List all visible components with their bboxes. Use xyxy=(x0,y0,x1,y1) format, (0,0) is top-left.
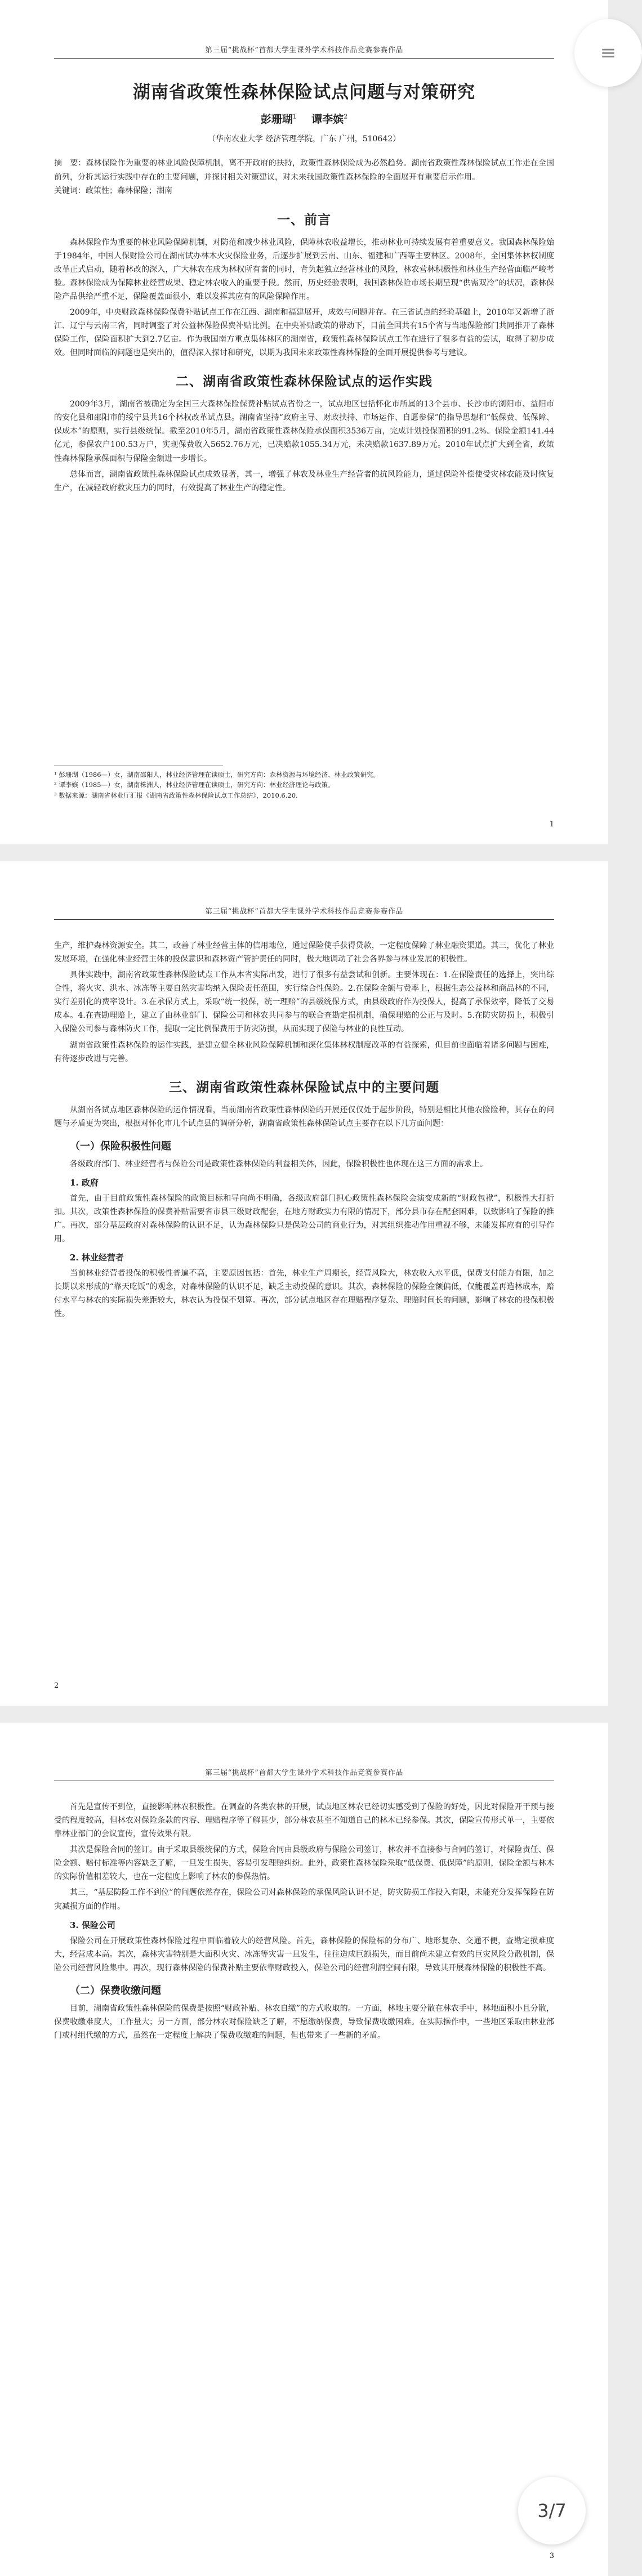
menu-icon[interactable]: ≡ xyxy=(574,19,642,87)
footnote-3: ³ 数据来源：湖南省林业厅汇报《湖南省政策性森林保险试点工作总结》，2010.6.20. xyxy=(54,791,298,799)
document-page-3 xyxy=(0,1723,608,2576)
paragraph: 2009年，中央财政森林保险保费补贴试点工作在江西、湖南和福建展开，成效与问题并存。在三省试点的经验基础上，2010年又新增了浙江、辽宁与云南三省，同时调整了对公益林保险保费补贴比例。在中央补贴政策的带动下，目前全国共有15个省与当地保险部门共同推开了森林保险工作，保险面积扩大到2.7亿亩。作为我国南方重点集体林区的湖南省，政策性森林保险试点工作在进行了很多有益的尝试，取得了初步成效。但同时面临的问题也是突出的，值得深入探讨和研究，以期为我国未来政策性森林保险的全面开展提供参考与建议。 xyxy=(54,307,554,358)
keywords: 关键词：政策性；森林保险；湖南 xyxy=(54,186,172,195)
sub-subsection-heading: 3. 保险公司 xyxy=(70,1920,115,1930)
running-header: 第三届“挑战杯”首都大学生课外学术科技作品竞赛参赛作品 xyxy=(54,861,554,920)
paragraph: 目前，湖南省政策性森林保险的保费是按照“财政补贴、林农自缴”的方式收取的。一方面，林地主要分散在林农手中，林地面积小且分散，保费收缴难度大，工作量大；另一方面，部分林农对保险缺乏了解，不愿缴纳保费，导致保费收缴困难。在实际操作中，一些地区采取由林业部门或村组代缴的方式，虽然在一定程度上解决了保费收缴难的问题，但也带来了一些新的矛盾。 xyxy=(54,2003,554,2041)
paragraph: 湖南省政策性森林保险的运作实践，是建立健全林业风险保障机制和深化集体林权制度改革的有益探索，但目前也面临着诸多问题与困难，有待逐步改进与完善。 xyxy=(54,1040,554,1063)
author-1-sup: 1 xyxy=(292,113,297,120)
paragraph: 当前林业经营者投保的积极性普遍不高，主要原因包括：首先，林业生产周期长，经营风险大，林农收入水平低，保费支付能力有限，加之长期以来形成的“靠天吃饭”的观念，对森林保险的认识不足，缺乏主动投保的意识。其次，森林保险的保险金额偏低，仅能覆盖再造林成本，赔付水平与林农的实际损失差距较大，林农认为投保不划算。再次，部分试点地区存在理赔程序复杂、理赔时间长的问题，影响了林农的投保积极性。 xyxy=(54,1269,554,1319)
section-heading-3: 三、湖南省政策性森林保险试点中的主要问题 xyxy=(169,1079,439,1095)
paragraph: 首先是宣传不到位，直接影响林农积极性。在调查的各类农林的开展，试点地区林农已经切实感受到了保险的好处，因此对保险开干预与接受的程度较高，但林农对保险条款的内容、理赔程序等了解甚少，部分林农甚至不知道自己的林木已经参保。其次，保险宣传形式单一，主要依靠林业部门的会议宣传，宣传效果有限。 xyxy=(54,1803,554,1839)
paragraph: 保险公司在开展政策性森林保险过程中面临着较大的经营风险。首先，森林保险的保险标的分布广、地形复杂、交通不便，查勘定损难度大，经营成本高。其次，森林灾害特别是大面积火灾、冰冻等灾害一旦发生，往往造成巨额损失，而目前尚未建立有效的巨灾风险分散机制，保险公司经营风险集中。再次，现行森林保险的保费补贴主要依靠财政投入，保险公司的经营利润空间有限，导致其开展森林保险的积极性不高。 xyxy=(54,1936,554,1973)
section-heading-2: 二、湖南省政策性森林保险试点的运作实践 xyxy=(176,374,433,390)
abstract: 摘 要：森林保险作为重要的林业风险保障机制，离不开政府的扶持，政策性森林保险成为必然趋势。湖南省政策性森林保险试点工作走在全国前列，分析其运行实践中存在的主要问题，并探讨相关对策建议，对未来我国政策性森林保险的全面展开有重要启示作用。 xyxy=(54,159,554,182)
footnote-2: ² 谭李嫔（1985—）女，湖南株洲人，林业经济管理在读硕士，研究方向：林业经济理论与政策。 xyxy=(54,781,335,789)
document-page-1 xyxy=(0,0,617,844)
footnote-1: ¹ 彭珊瑚（1986—）女，湖南邵阳人，林业经济管理在读硕士，研究方向：森林资源与环境经济、林业政策研究。 xyxy=(54,771,380,779)
document-page-2 xyxy=(0,861,608,1706)
affiliation: （华南农业大学 经济管理学院，广东 广州，510642） xyxy=(207,135,401,144)
page-number: 3 xyxy=(549,2552,554,2560)
paragraph: 具体实践中，湖南省政策性森林保险试点工作从本省实际出发，进行了很多有益尝试和创新。主要体现在：1.在保险责任的选择上，突出综合性，将火灾、洪水、冰冻等主要自然灾害均纳入保险责任范围，实行综合性保险。2.在保险金额与费率上，根据生态公益林和商品林的不同，实行差别化的费率设计。3.在承保方式上，采取“统一投保，统一理赔”的县级统保方式，由县级政府作为投保人，提高了承保效率，降低了交易成本。4.在查勘理赔上，建立了由林业部门、保险公司和林农共同参与的联合查勘定损机制，确保理赔的公正与及时。5.在防灾防损上，积极引入保险公司参与森林防火工作，提取一定比例保费用于防灾防损，从而实现了保险与林业的良性互动。 xyxy=(54,971,554,1034)
running-header: 第三届“挑战杯”首都大学生课外学术科技作品竞赛参赛作品 xyxy=(54,1723,554,1781)
sub-subsection-heading: 1. 政府 xyxy=(70,1177,99,1188)
paragraph: 总体而言，湖南省政策性森林保险试点成效显著，其一，增强了林农及林业生产经营者的抗风险能力，通过保险补偿使受灾林农能及时恢复生产，在减轻政府救灾压力的同时，有效提高了林业生产的稳定性。 xyxy=(54,469,554,493)
page-number: 2 xyxy=(54,1681,59,1690)
subsection-heading: （一）保险积极性问题 xyxy=(70,1140,171,1152)
paragraph: 森林保险作为重要的林业风险保障机制，对防范和减少林业风险，保障林农收益增长，推动林业可持续发展有着重要意义。我国森林保险始于1984年，中国人保财险公司在湖南试办林木火灾保险业务，后逐步扩展到云南、山东、福建和广西等主要林区。2008年，全国集体林权制度改革正式启动，随着林改的深入，广大林农在成为林权所有者的同时，背负起独立经营林业的风险，林农营林积极性和林业生产经营面临严峻考验。森林保险成为保障林业经营成果、稳定林农收入的重要手段。然而，历史经验表明，我国森林保险市场长期呈现“供需双冷”的状况，森林保险产品供给严重不足，保险覆盖面很小，难以发挥其应有的风险保障作用。 xyxy=(54,238,554,301)
footnotes xyxy=(54,766,380,800)
paragraph: 2009年3月，湖南省被确定为全国三大森林保险保费补贴试点省份之一，试点地区包括怀化市所属的13个县市、长沙市的浏阳市、益阳市的安化县和邵阳市的绥宁县共16个林权改革试点县。湖南省坚持“政府主导、财政扶持、市场运作、自愿参保”的指导思想和“低保费、低保障、保成本”的原则，实行县级统保。截至2010年5月，湖南省政策性森林保险承保面积3536万亩，完成计划投保面积的91.2%。保险金额141.44亿元，参保农户100.53万户，实现保费收入5652.76万元，已决赔款1055.34万元，未决赔款1637.89万元。2010年试点扩大到全省，政策性森林保险承保面积与保险金额进一步增长。 xyxy=(54,400,554,463)
page-number: 1 xyxy=(549,820,554,829)
subsection-heading: （二）保费收缴问题 xyxy=(70,1984,161,1997)
paragraph: 从湖南各试点地区森林保险的运作情况看，当前湖南省政策性森林保险的开展还仅仅处于起步阶段，特别是相比其他农险险种，其存在的问题与矛盾更为突出，根据对怀化市几个试点县的调研分析，湖南省政策性森林保险试点主要存在以下几方面问题： xyxy=(54,1105,554,1128)
paper-title: 湖南省政策性森林保险试点问题与对策研究 xyxy=(133,82,475,102)
running-header: 第三届“挑战杯”首都大学生课外学术科技作品竞赛参赛作品 xyxy=(54,0,554,59)
authors xyxy=(54,111,554,126)
section-heading-1: 一、前言 xyxy=(277,212,331,227)
paragraph: 生产，维护森林资源安全。其二，改善了林业经营主体的信用地位，通过保险使手获得贷款，一定程度保障了林业融资渠道。其三，优化了林业发展环境，在强化林业经营主体的投保意识和森林资产管护责任的同时，极大地调动了社会各界参与林业发展的积极性。 xyxy=(54,941,554,964)
paragraph: 其三，“基层防险工作不到位”的问题依然存在，保险公司对森林保险的承保风险认识不足，防灾防损工作投入有限，未能充分发挥保险在防灾减损方面的作用。 xyxy=(54,1888,554,1911)
paragraph: 各级政府部门、林业经营者与保险公司是政策性森林保险的利益相关体，因此，保险积极性也体现在这三方面的需求上。 xyxy=(70,1159,488,1169)
page-indicator-bottom[interactable]: 3/7 xyxy=(518,2477,586,2544)
paragraph: 首先，由于目前政策性森林保险的政策目标和导向尚不明确，各级政府部门担心政策性森林保险会演变成新的“财政包袱”，积极性大打折扣。其次，政策性森林保险的保费补贴需要省市县三级财政配套，在地方财政实力有限的情况下，部分县市存在配套困难，以致影响了保险的推广。再次，部分基层政府对森林保险的认识不足，认为森林保险只是保险公司的商业行为，对其组织推动作用重视不够，未能发挥应有的引导作用。 xyxy=(54,1193,554,1244)
author-2-sup: 2 xyxy=(344,113,348,120)
author-2: 谭李嫔 xyxy=(311,113,344,126)
author-1: 彭珊瑚 xyxy=(260,113,293,126)
paragraph: 其次是保险合同的签订。由于采取县级统保的方式，保险合同由县级政府与保险公司签订，林农并不直接参与合同的签订，对保险责任、保险金额、赔付标准等内容缺乏了解，一旦发生损失，容易引发理赔纠纷。此外，政策性森林保险采取“低保费、低保障”的原则，保险金额与林木的实际价值相差较大，也在一定程度上影响了林农的参保热情。 xyxy=(54,1845,554,1882)
sub-subsection-heading: 2. 林业经营者 xyxy=(70,1253,124,1263)
